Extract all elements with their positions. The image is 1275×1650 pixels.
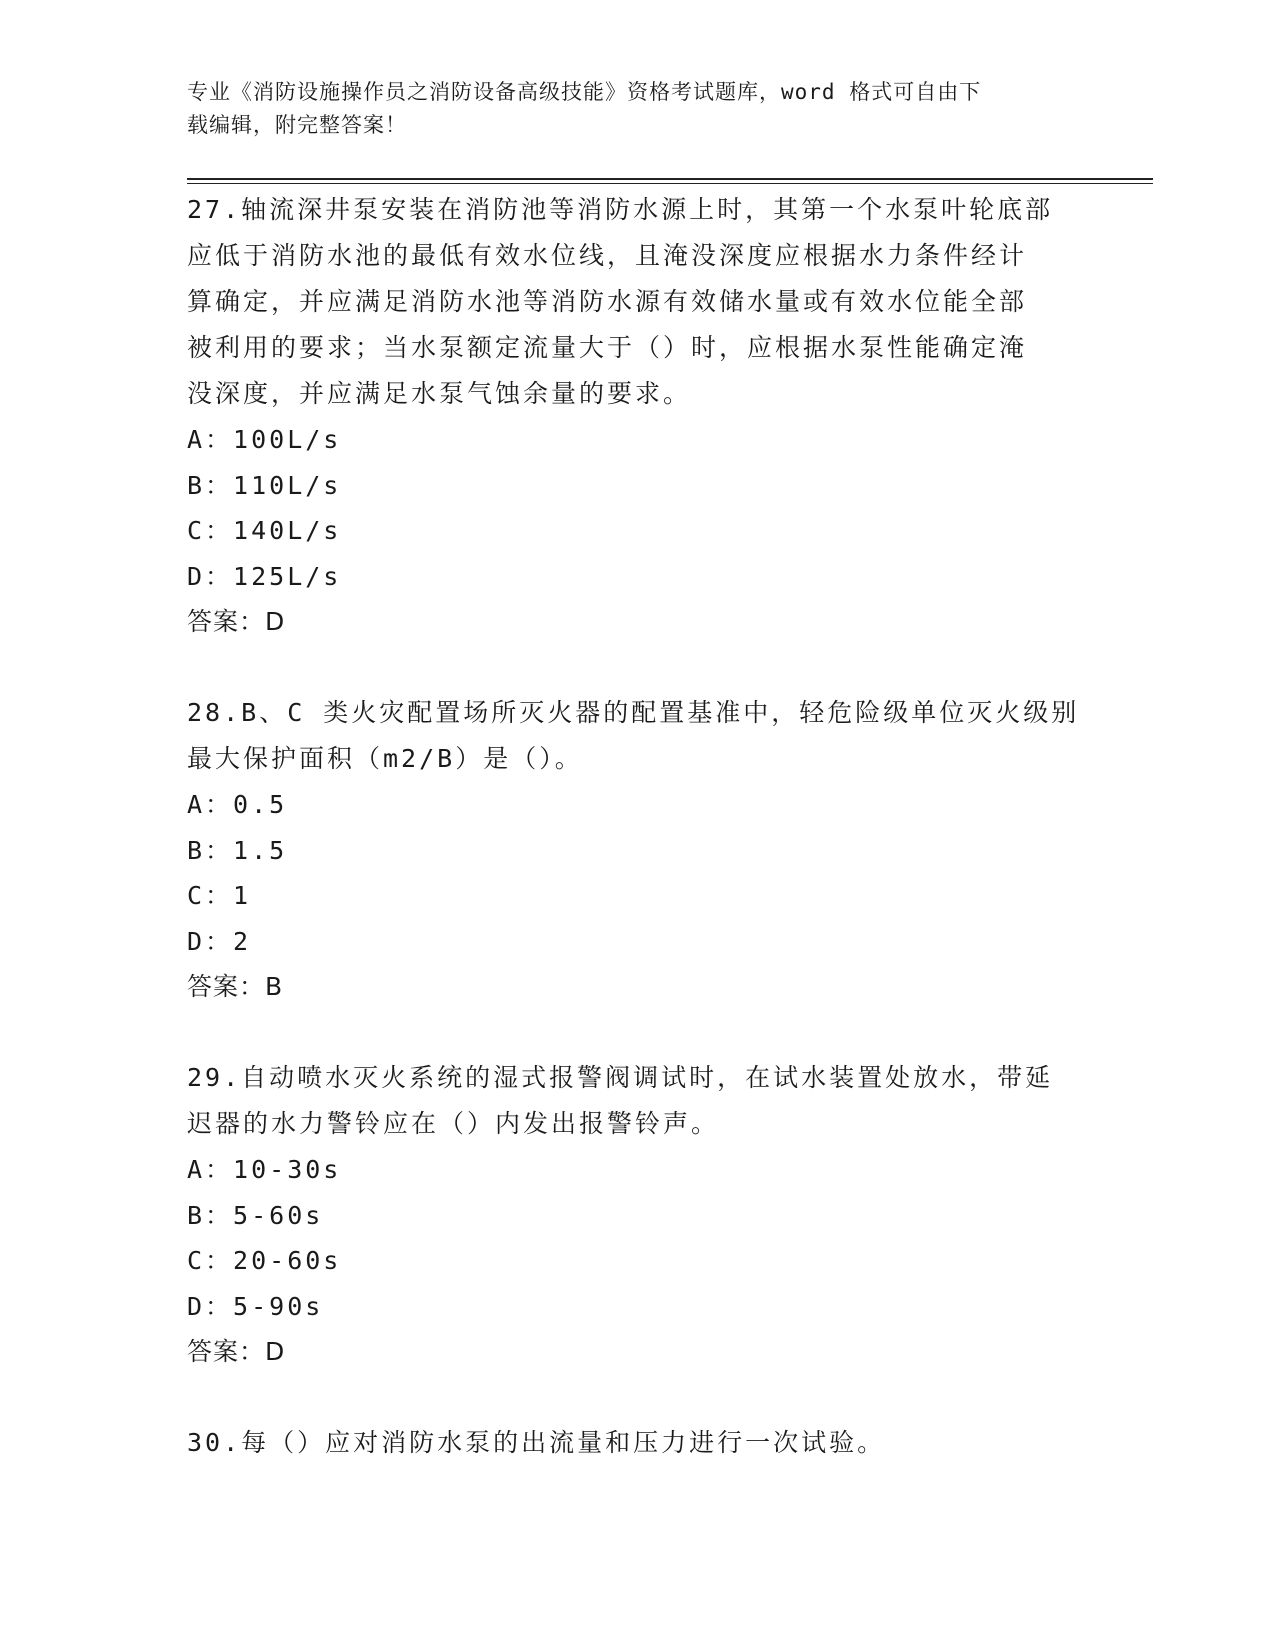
question-stem-line: 应低于消防水池的最低有效水位线，且淹没深度应根据水力条件经计 (187, 241, 1028, 270)
option-b: B：1.5 (187, 835, 288, 865)
option-c: C：140L/s (187, 516, 342, 545)
answer-label: 答案：D (187, 607, 286, 636)
question-30 (187, 1420, 1087, 1466)
question-stem-line: 没深度，并应满足水泵气蚀余量的要求。 (187, 379, 692, 408)
question-27 (187, 187, 1087, 645)
question-stem-line: 27.轴流深井泵安装在消防池等消防水源上时，其第一个水泵叶轮底部 (187, 195, 1054, 224)
option-d: D：5-90s (187, 1291, 324, 1321)
option-a: A：10-30s (187, 1155, 342, 1184)
answer-label: 答案：B (187, 972, 284, 1001)
option-c: C：20-60s (187, 1246, 342, 1275)
header-divider-thick (187, 178, 1153, 180)
question-stem-line: 被利用的要求；当水泵额定流量大于（）时，应根据水泵性能确定淹 (187, 333, 1028, 362)
option-d: D：125L/s (187, 561, 342, 591)
option-a: A：100L/s (187, 425, 342, 454)
option-d: D：2 (187, 926, 252, 956)
answer-label: 答案：D (187, 1337, 286, 1366)
question-stem-line: 29.自动喷水灭火系统的湿式报警阀调试时，在试水装置处放水，带延 (187, 1063, 1054, 1092)
document-intro (187, 76, 1087, 142)
question-stem-line: 最大保护面积（m2/B）是（）。 (187, 744, 583, 773)
option-a: A：0.5 (187, 790, 288, 819)
question-stem-line: 算确定，并应满足消防水池等消防水源有效储水量或有效水位能全部 (187, 287, 1028, 316)
header-divider-thin (187, 183, 1153, 184)
question-stem-line: 28.B、C 类火灾配置场所灭火器的配置基准中，轻危险级单位灭火级别 (187, 698, 1080, 727)
option-b: B：110L/s (187, 470, 342, 500)
option-c: C：1 (187, 881, 252, 910)
question-stem-line: 30.每（）应对消防水泵的出流量和压力进行一次试验。 (187, 1428, 886, 1457)
option-b: B：5-60s (187, 1200, 324, 1230)
intro-line-2: 载编辑，附完整答案！ (187, 113, 407, 137)
question-29 (187, 1055, 1087, 1375)
intro-line-1: 专业《消防设施操作员之消防设备高级技能》资格考试题库，word 格式可自由下 (187, 80, 982, 104)
question-stem-line: 迟器的水力警铃应在（）内发出报警铃声。 (187, 1109, 720, 1138)
question-28 (187, 690, 1087, 1010)
